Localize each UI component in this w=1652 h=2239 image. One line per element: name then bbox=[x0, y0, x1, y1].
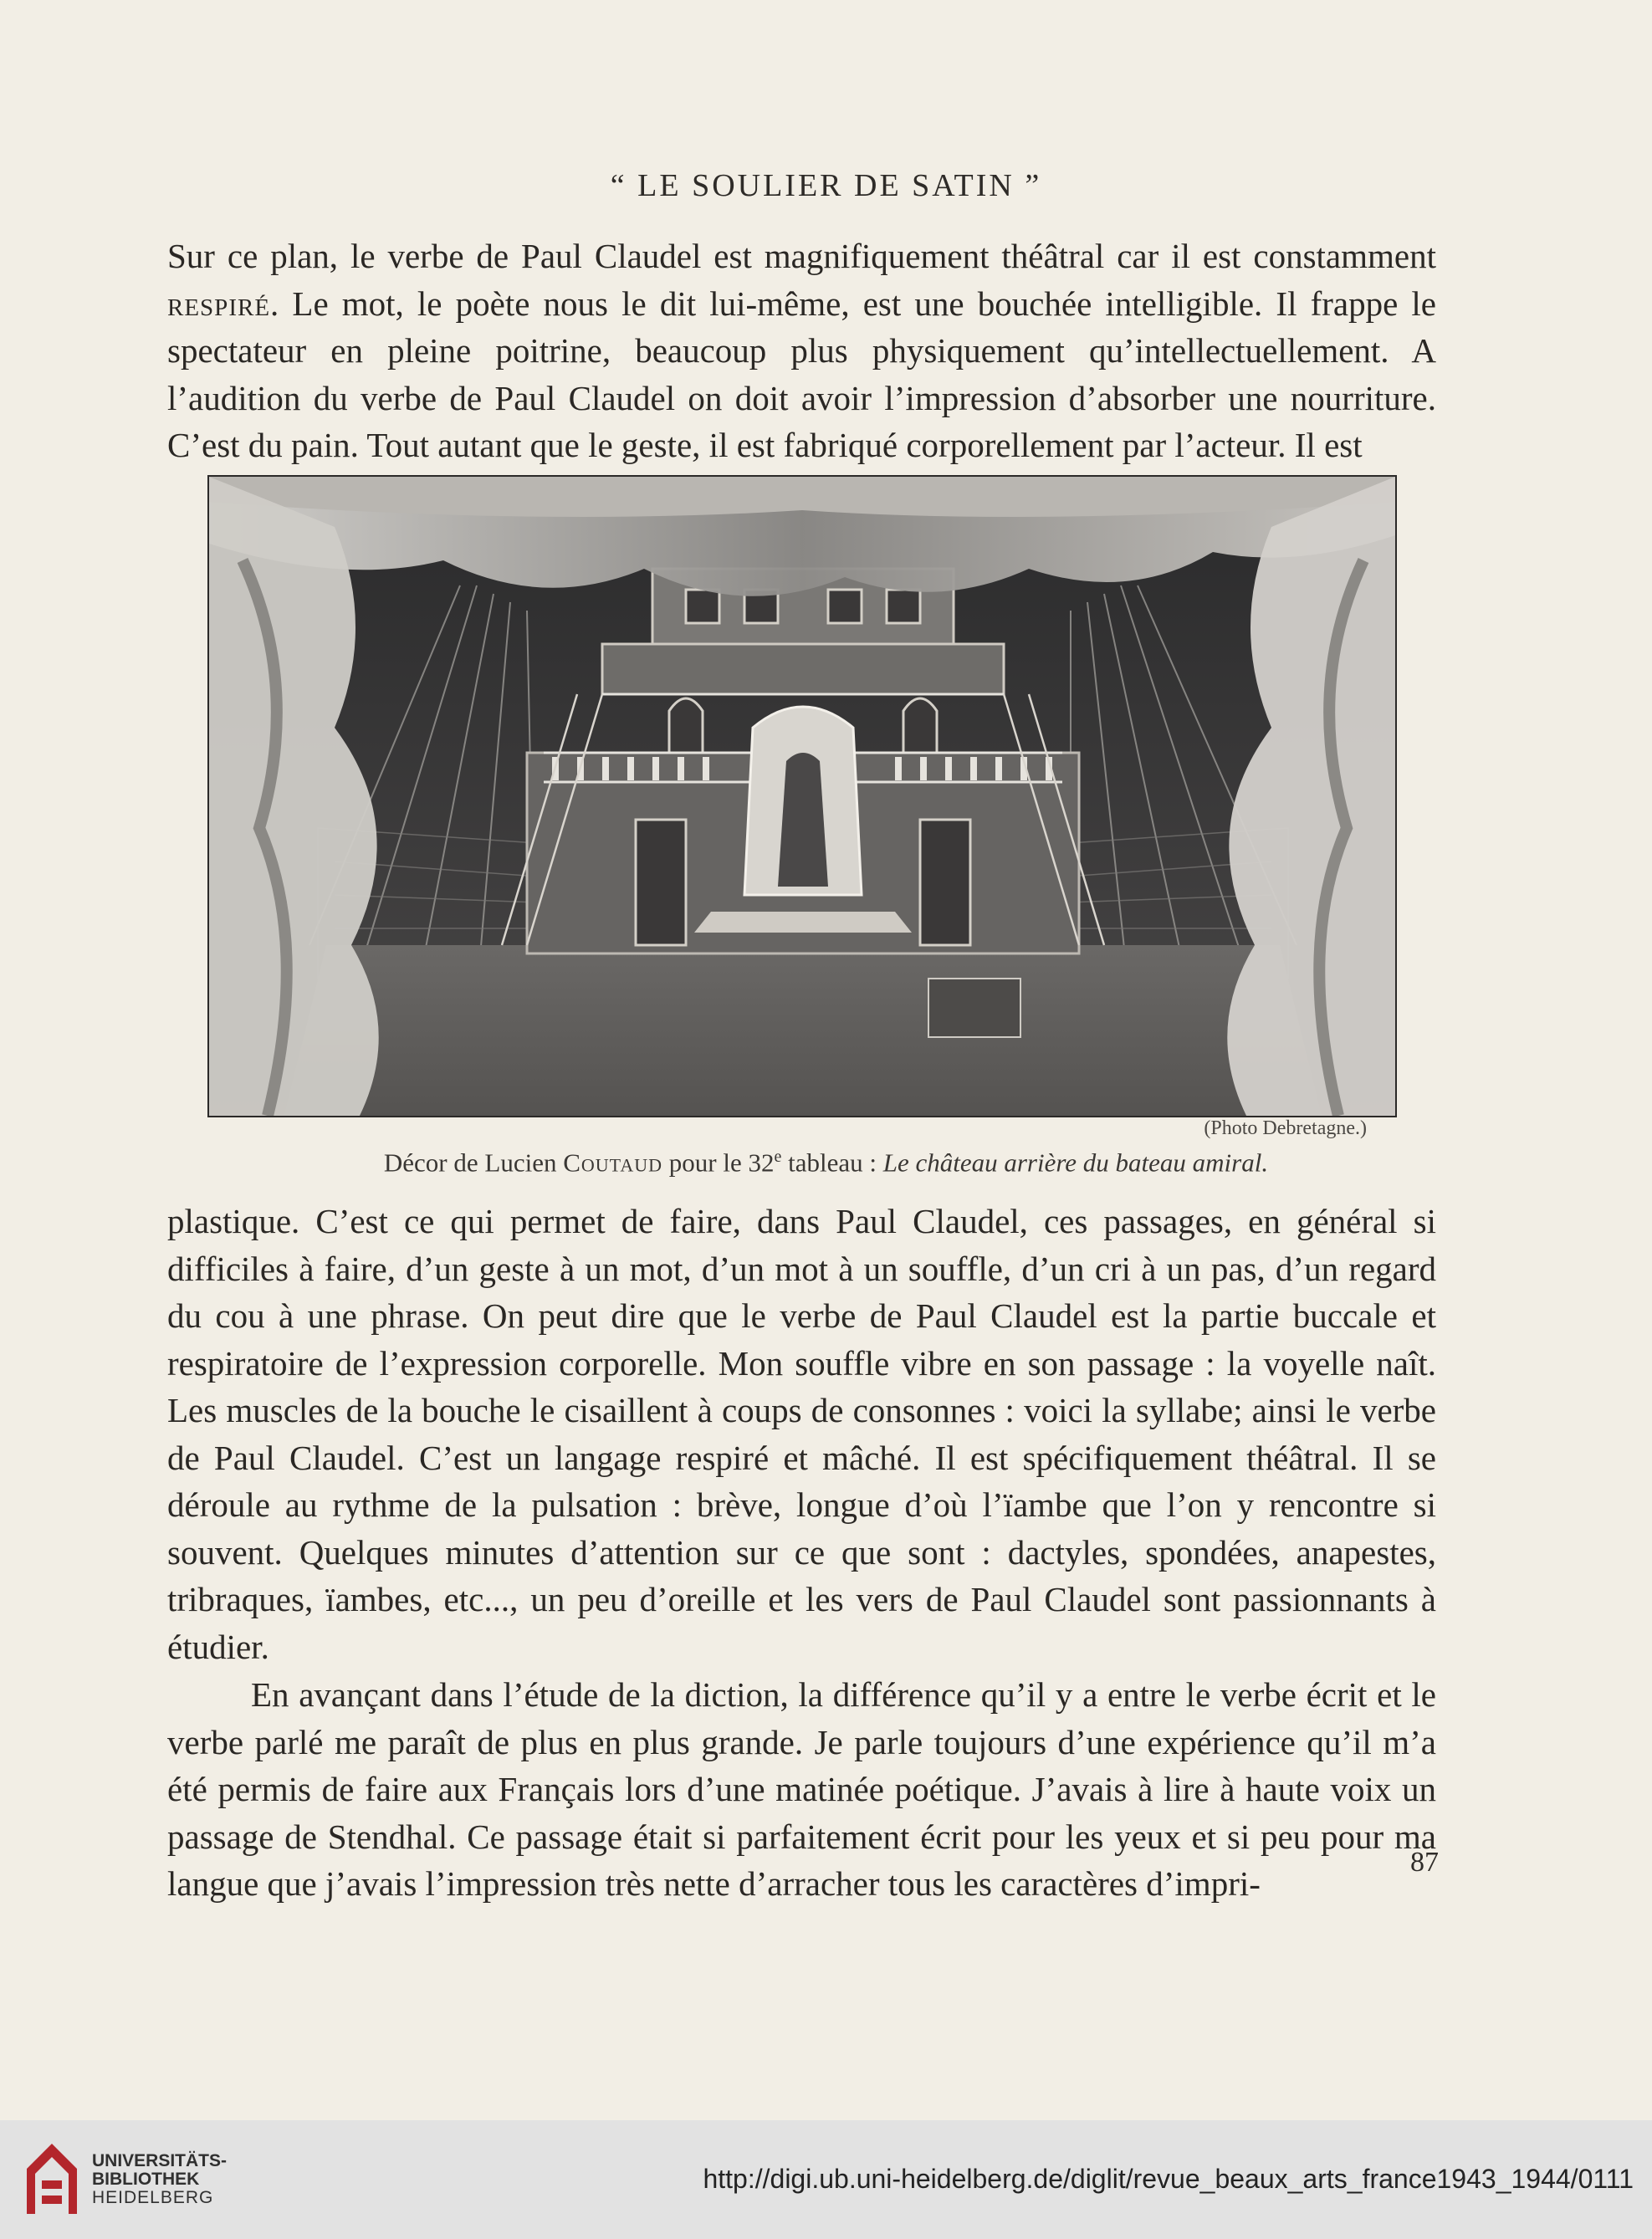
figure-caption bbox=[0, 1148, 1652, 1178]
caption-title: Le château arrière du bateau amiral. bbox=[882, 1148, 1269, 1178]
library-name-line-2: BIBLIOTHEK bbox=[92, 2170, 200, 2189]
university-library-logo-icon bbox=[18, 2137, 85, 2221]
source-url-link[interactable]: http://digi.ub.uni-heidelberg.de/diglit/revue_beaux_arts_france1943_1944/0111 bbox=[703, 2164, 1634, 2194]
library-footer bbox=[0, 2120, 1652, 2239]
page-number: 87 bbox=[1410, 1847, 1439, 1878]
paragraph-1 bbox=[167, 233, 1436, 469]
caption-prefix: Décor de Lucien bbox=[383, 1148, 557, 1178]
paragraph-1-text-b: . Le mot, le poète nous le dit lui-même, est une bouchée intelligible. Il frappe le spectateur en pleine poitrine, beaucoup plus physiquement qu’intellectuellement. A l’audition du verbe de Paul Claudel on doit avoir l’impression d’absorber une nourriture. C’est du pain. Tout autant que le geste, il est fabriqué corporellement par l’acteur. Il est bbox=[167, 284, 1436, 464]
caption-superscript: e bbox=[774, 1148, 782, 1166]
caption-artist-name: Coutaud bbox=[563, 1148, 663, 1178]
paragraph-1-smallcaps-word: respiré bbox=[167, 284, 271, 323]
caption-after: tableau : bbox=[788, 1148, 877, 1178]
photo-credit: (Photo Debretagne.) bbox=[1204, 1117, 1367, 1139]
library-name-line-1: UNIVERSITÄTS- bbox=[92, 2151, 228, 2170]
running-title: “ LE SOULIER DE SATIN ” bbox=[610, 168, 1042, 203]
paragraph-2: plastique. C’est ce qui permet de faire, dans Paul Claudel, ces passages, en général si difficiles à faire, d’un geste à un mot, d’un mot à un souffle, d’un cri à un pas, d’un regard du cou à une phrase. On peut dire que le verbe de Paul Claudel est la partie buccale et respiratoire de l’expression corporelle. Mon souffle vibre en son passage : la voyelle naît. Les muscles de la bouche le cisaillent à coups de consonnes : voici la syllabe; ainsi le verbe de Paul Claudel. C’est un langage respiré et mâché. Il est spécifiquement théâtral. Il se déroule au rythme de la pulsation : brève, longue d’où l’ïambe que l’on y rencontre si souvent. Quelques minutes d’attention sur ce que sont : dactyles, spondées, anapestes, tribraques, ïambes, etc..., un peu d’oreille et les vers de Paul Claudel sont passionnants à étudier. bbox=[167, 1202, 1436, 1666]
paragraph-3: En avançant dans l’étude de la diction, la différence qu’il y a entre le verbe écrit et le verbe parlé me paraît de plus en plus grande. Je parle toujours d’une expérience qu’il m’a été permis de faire aux Français lors d’une matinée poétique. J’avais à lire à haute voix un passage de Stendhal. Ce passage était si parfaitement écrit pour les yeux et si peu pour ma langue que j’avais l’impression très nette d’arracher tous les caractères d’impri- bbox=[167, 1675, 1436, 1903]
library-name bbox=[92, 2152, 227, 2207]
paragraph-1-text-a: Sur ce plan, le verbe de Paul Claudel est magnifiquement théâtral car il est constamment bbox=[167, 237, 1436, 275]
caption-mid: pour le 32 bbox=[668, 1148, 775, 1178]
stage-set-photograph bbox=[207, 475, 1397, 1117]
library-name-line-3: HEIDELBERG bbox=[92, 2188, 214, 2207]
stage-set-illustration bbox=[209, 477, 1395, 1116]
